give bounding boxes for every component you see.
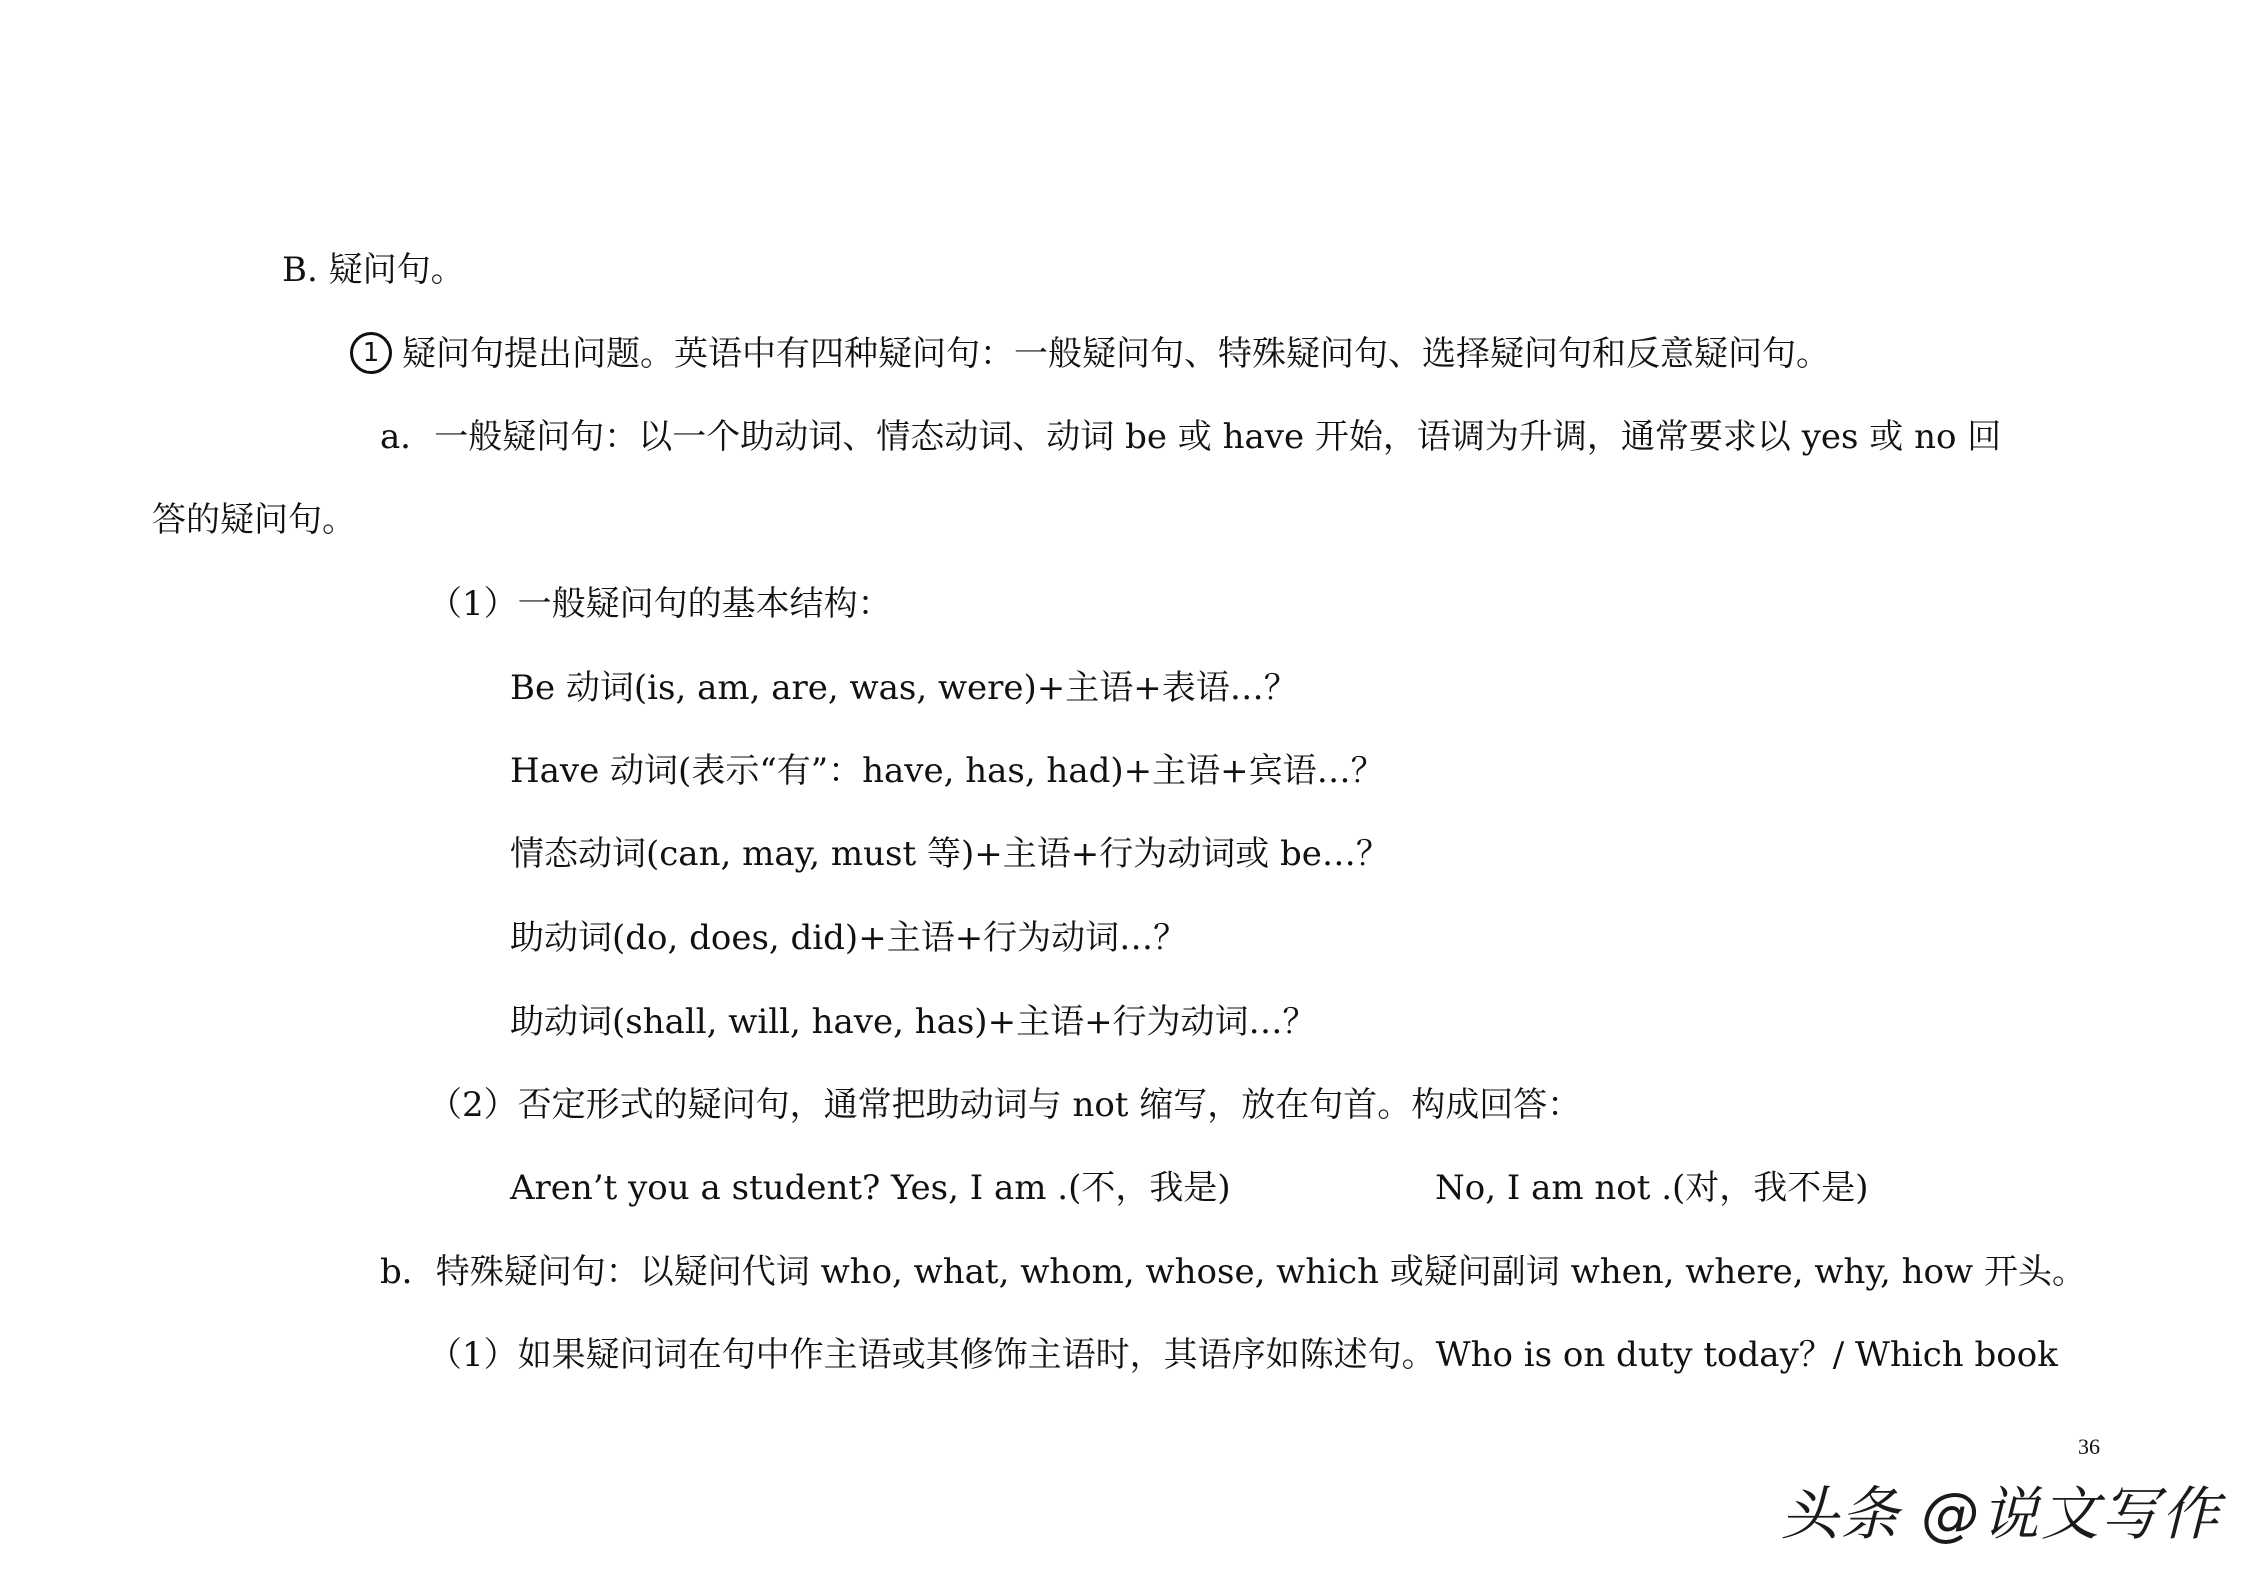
section-heading: B. 疑问句。 (282, 250, 465, 290)
example-no-answer: No, I am not .(对，我不是) (1435, 1168, 1869, 1208)
circled-number-one: 1 (350, 332, 392, 374)
structure-modal-verb: 情态动词(can, may, must 等)+主语+行为动词或 be…？ (510, 834, 1390, 874)
point-1-text: 疑问句提出问题。英语中有四种疑问句：一般疑问句、特殊疑问句、选择疑问句和反意疑问句。 (402, 334, 1830, 374)
basic-structure-heading: （1）一般疑问句的基本结构： (428, 584, 892, 624)
structure-be-verb: Be 动词(is, am, are, was, were)+主语+表语…？ (510, 668, 1298, 708)
point-1-line (350, 332, 1830, 377)
page-number: 36 (2078, 1434, 2100, 1459)
negative-form-heading: （2）否定形式的疑问句，通常把助动词与 not 缩写，放在句首。构成回答： (428, 1085, 1582, 1125)
watermark: 头条 @说文写作 (1780, 1480, 2221, 1548)
special-question-line: b．特殊疑问句：以疑问代词 who, what, whom, whose, which 或疑问副词 when, where, why, how 开头。 (380, 1252, 2086, 1292)
special-question-subject-line: （1）如果疑问词在句中作主语或其修饰主语时，其语序如陈述句。Who is on duty today？/ Which book (428, 1335, 2058, 1375)
general-question-line-1: a．一般疑问句：以一个助动词、情态动词、动词 be 或 have 开始，语调为升调，通常要求以 yes 或 no 回 (380, 417, 2002, 457)
structure-have-verb: Have 动词(表示“有”：have, has, had)+主语+宾语…？ (510, 751, 1385, 791)
structure-auxiliary-shall: 助动词(shall, will, have, has)+主语+行为动词…？ (510, 1002, 1317, 1042)
structure-auxiliary-do: 助动词(do, does, did)+主语+行为动词…？ (510, 918, 1188, 958)
general-question-line-2: 答的疑问句。 (152, 500, 356, 540)
example-yes-answer: Aren’t you a student? Yes, I am .(不，我是) (510, 1168, 1231, 1208)
